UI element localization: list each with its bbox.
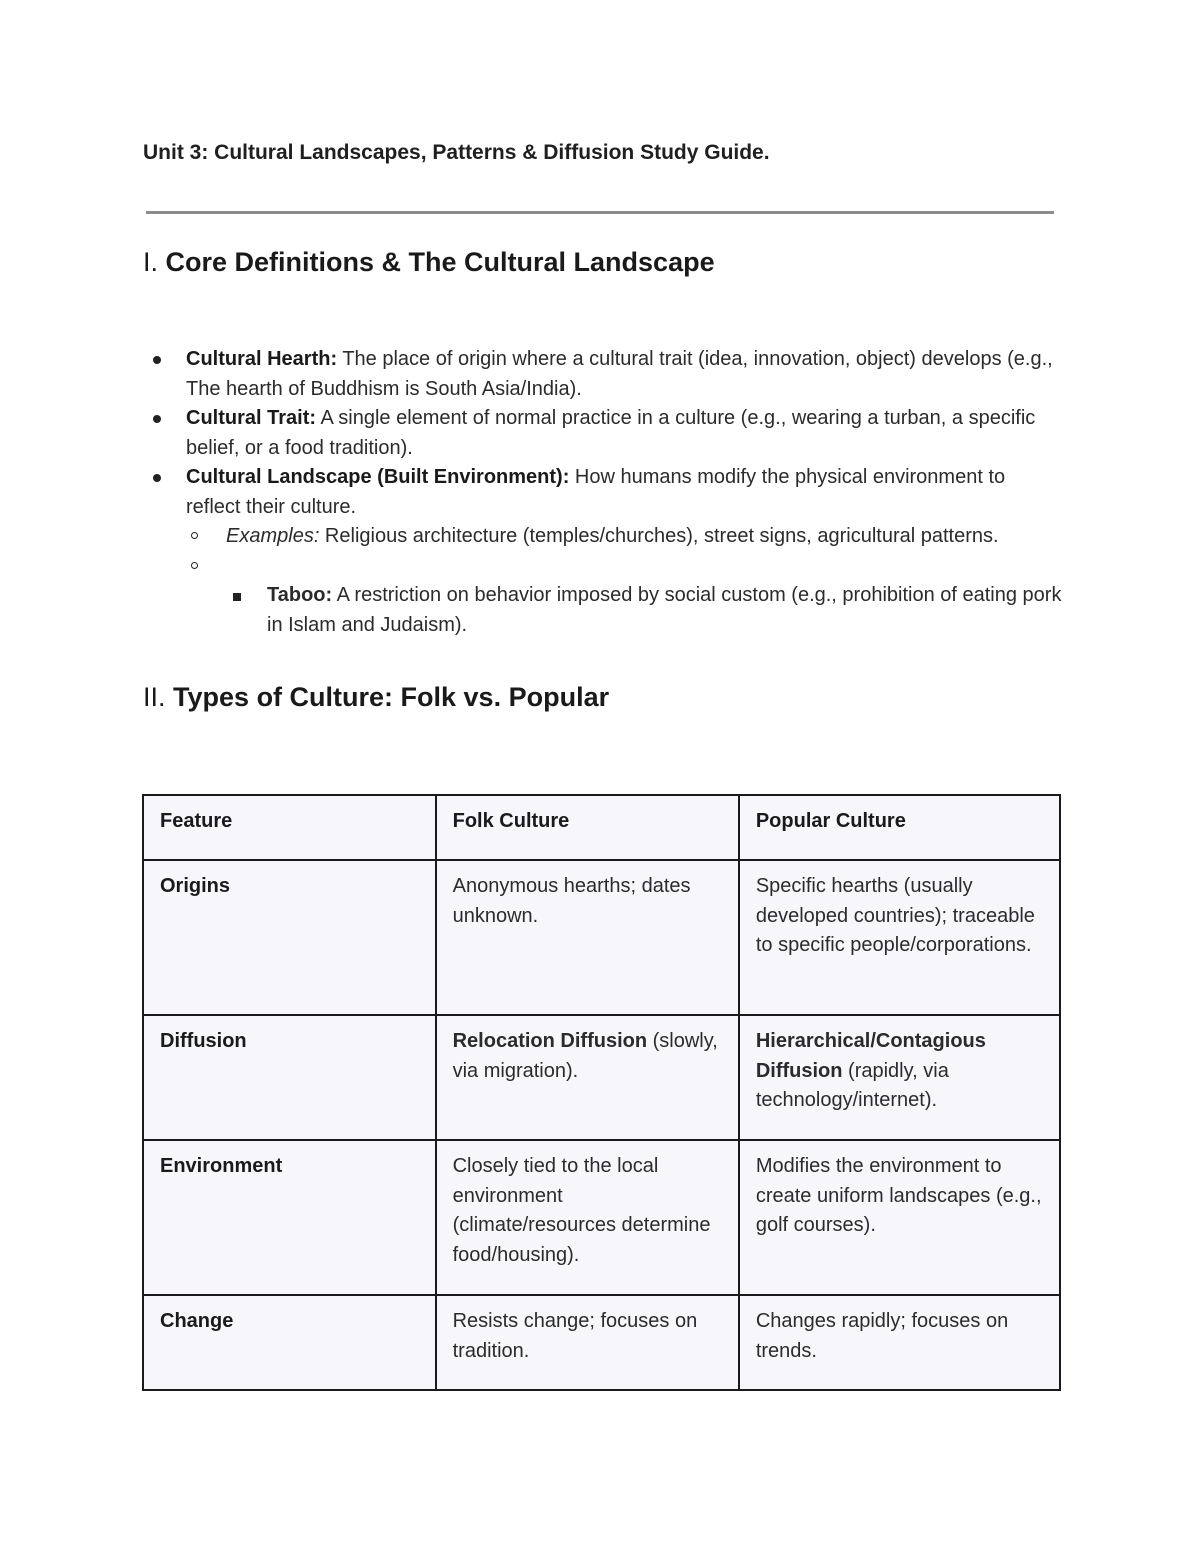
- section-title: Types of Culture: Folk vs. Popular: [173, 682, 610, 712]
- table-row: [143, 1295, 1060, 1390]
- list-item-cultural-landscape: [143, 463, 1063, 522]
- folk-vs-popular-table: [142, 794, 1061, 1391]
- table-cell-feature: Environment: [143, 1140, 436, 1295]
- cell-bold-text: Relocation Diffusion: [452, 1030, 648, 1052]
- table-cell-folk: Closely tied to the local environment (climate/resources determine food/housing).: [436, 1140, 739, 1295]
- term-definition: A restriction on behavior imposed by social custom (e.g., prohibition of eating pork in Islam and Judaism).: [267, 584, 1062, 636]
- table-cell-popular: Modifies the environment to create uniform landscapes (e.g., golf courses).: [739, 1140, 1060, 1295]
- term-definition: The place of origin where a cultural trait (idea, innovation, object) develops (e.g., The hearth of Buddhism is South Asia/India).: [186, 348, 1053, 400]
- examples-label: Examples:: [226, 525, 320, 547]
- bullet-disc-icon: [153, 474, 161, 482]
- table-cell-folk: Anonymous hearths; dates unknown.: [436, 860, 739, 1015]
- table-header-row: [143, 795, 1060, 860]
- list-subitem-examples: [143, 522, 1063, 552]
- table-row: [143, 1015, 1060, 1140]
- table-cell-feature: Origins: [143, 860, 436, 1015]
- definitions-list: [143, 345, 1063, 640]
- bullet-disc-icon: [153, 415, 161, 423]
- table-header-cell: Feature: [143, 795, 436, 860]
- term-label: Cultural Trait:: [186, 407, 317, 429]
- examples-text: Religious architecture (temples/churches), street signs, agricultural patterns.: [319, 525, 999, 547]
- cell-text: (slowly, via migration).: [452, 1030, 718, 1082]
- table-cell-folk: [436, 1015, 739, 1140]
- term-definition: A single element of normal practice in a culture (e.g., wearing a turban, a specific belief, or a food tradition).: [186, 407, 1036, 459]
- term-label: Cultural Hearth:: [186, 348, 338, 370]
- table-row: [143, 860, 1060, 1015]
- table-row: [143, 1140, 1060, 1295]
- bullet-circle-icon: [191, 562, 198, 569]
- bullet-disc-icon: [153, 356, 161, 364]
- section-number: I.: [143, 247, 159, 277]
- document-title: Unit 3: Cultural Landscapes, Patterns & Diffusion Study Guide.: [143, 141, 770, 164]
- table-cell-folk: Resists change; focuses on tradition.: [436, 1295, 739, 1390]
- list-item-cultural-hearth: [143, 345, 1063, 404]
- term-definition: How humans modify the physical environment to reflect their culture.: [186, 466, 1006, 518]
- cell-bold-text: Hierarchical/Contagious Diffusion: [755, 1030, 986, 1082]
- table-cell-popular: [739, 1015, 1060, 1140]
- section-heading-types-of-culture: [143, 682, 609, 713]
- section-heading-core-definitions: [143, 247, 715, 278]
- section-number: II.: [143, 682, 166, 712]
- table-cell-popular: Specific hearths (usually developed countries); traceable to specific people/corporations.: [739, 860, 1060, 1015]
- table-cell-feature: Change: [143, 1295, 436, 1390]
- section-title: Core Definitions & The Cultural Landscape: [165, 247, 715, 277]
- horizontal-rule: [146, 211, 1054, 214]
- term-label: Cultural Landscape (Built Environment):: [186, 466, 570, 488]
- table-cell-feature: Diffusion: [143, 1015, 436, 1140]
- list-subsubitem-taboo: [143, 581, 1063, 640]
- bullet-circle-icon: [191, 532, 198, 539]
- table-cell-popular: Changes rapidly; focuses on trends.: [739, 1295, 1060, 1390]
- table-header-cell: Folk Culture: [436, 795, 739, 860]
- bullet-square-icon: [233, 593, 241, 601]
- list-subitem-empty: [143, 552, 1063, 582]
- list-item-cultural-trait: [143, 404, 1063, 463]
- term-label: Taboo:: [267, 584, 333, 606]
- cell-text: (rapidly, via technology/internet).: [755, 1059, 949, 1111]
- table-header-cell: Popular Culture: [739, 795, 1060, 860]
